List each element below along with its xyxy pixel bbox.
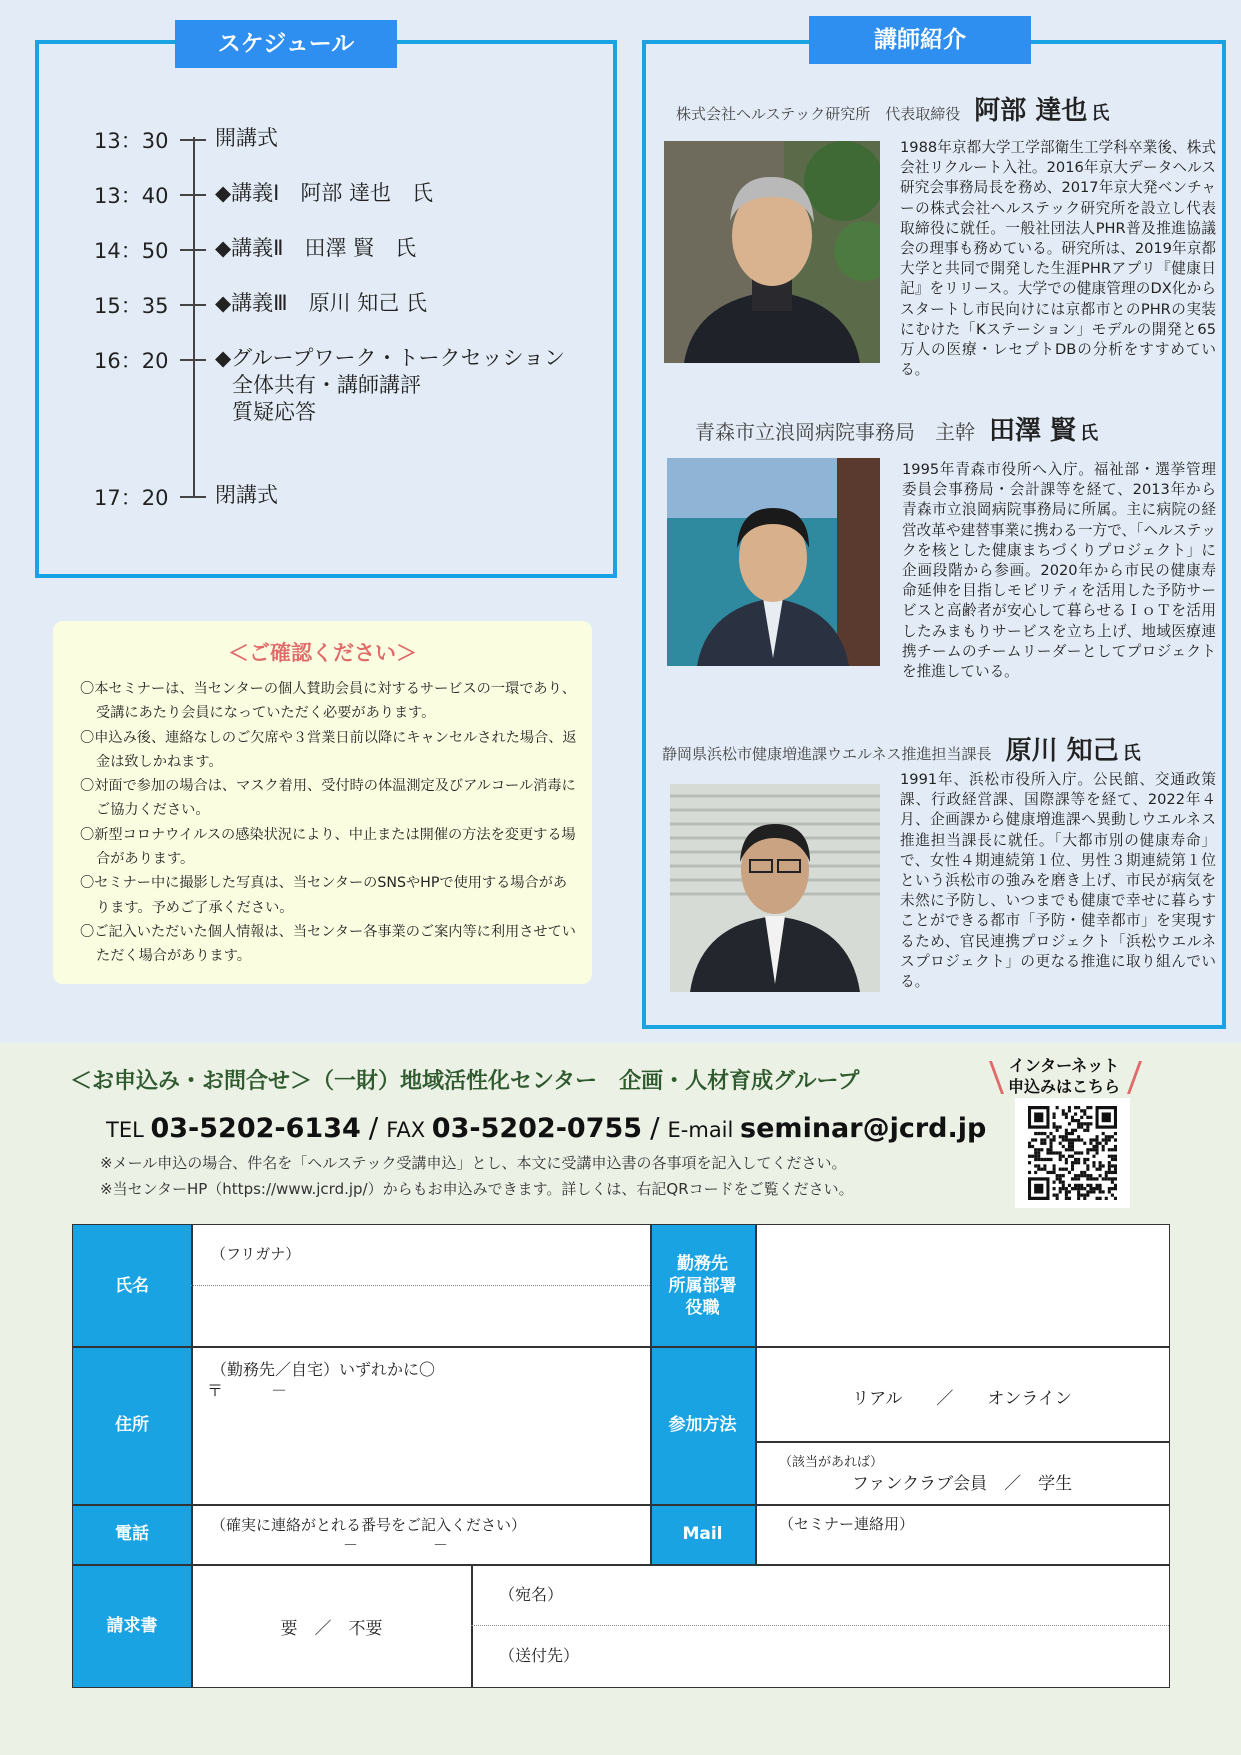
send-to-label: （送付先） (499, 1646, 580, 1665)
workplace-field[interactable] (757, 1227, 1167, 1345)
lecturer-org: 株式会社ヘルステック研究所 代表取締役 (676, 105, 961, 123)
schedule-label: ◆講義Ⅲ 原川 知己 氏 (215, 291, 427, 315)
contact-note: ※メール申込の場合、件名を「ヘルステック受講申込」とし、本文に受講申込書の各事項を記入してください。 (100, 1154, 847, 1172)
lecturer-suffix: 氏 (1091, 103, 1110, 124)
lecturer-suffix: 氏 (1122, 743, 1141, 764)
lecturer-photo (670, 784, 880, 992)
lecturer-name: 田澤 賢 (989, 416, 1077, 446)
contact-note: ※当センターHP（https://www.jcrd.jp/）からもお申込みできます。詳しくは、右記QRコードをご覧ください。 (100, 1180, 854, 1198)
phone-dashes: － － (343, 1536, 449, 1554)
work-header-line: 役職 (685, 1297, 720, 1318)
notice-item: 〇ご記入いただいた個人情報は、当センター各事業のご案内等に利用させていただく場合があります。 (80, 923, 576, 965)
internet-label (1008, 1055, 1120, 1097)
furigana-divider (191, 1285, 650, 1286)
member-option[interactable] (757, 1443, 1167, 1503)
mail-header: Mail (650, 1504, 755, 1564)
fax-number: 03-5202-0755 (431, 1113, 643, 1144)
work-header (650, 1225, 755, 1346)
schedule-time: 15：35 (94, 294, 169, 318)
timeline-tick (180, 359, 206, 361)
furigana-label: （フリガナ） (211, 1245, 301, 1263)
lecturer-bio: 1988年京都大学工学部衛生工学科卒業後、株式会社リクルート入社。2016年京大データヘルス研究会事務局長を務め、2017年京大発ベンチャーの株式会社ヘルステック研究所を設立し代表取締役に就任。一般社団法人PHR普及推進協議会の理事も務めている。研究所は、2019年京都大学と共同で開発した生涯PHRアプリ『健康日記』をリリース。大学での健康管理のDX化からスタートし市民向けには京都市とのPHRの実装にむけた「Kステーション」モデルの開発と65万人の医療・レセプトDBの分析をすすめている。 (900, 139, 1216, 379)
invoice-divider (471, 1625, 1169, 1626)
contact-line: TEL 03-5202-6134 / FAX 03-5202-0755 / E-mail seminar@jcrd.jp (106, 1111, 987, 1144)
schedule-time: 13：30 (94, 129, 169, 153)
qr-code[interactable] (1015, 1098, 1130, 1208)
addressee-label: （宛名） (499, 1585, 564, 1604)
work-header-line: 勤務先 (677, 1253, 728, 1274)
participation-option[interactable] (757, 1348, 1167, 1440)
timeline-tick (180, 496, 206, 498)
invoice-options: 要 ／ 不要 (280, 1619, 383, 1639)
name-field[interactable] (193, 1287, 649, 1345)
notice-item: 〇対面で参加の場合は、マスク着用、受付時の体温測定及びアルコール消毒にご協力ください。 (80, 778, 576, 819)
schedule-timeline (193, 137, 195, 496)
schedule-label: 開講式 (215, 126, 278, 150)
notice-item: 〇本セミナーは、当センターの個人賛助会員に対するサービスの一環であり、受講にあたり会員になっていただく必要があります。 (80, 681, 576, 722)
furigana-field[interactable] (193, 1227, 649, 1284)
lecturer-suffix: 氏 (1080, 423, 1099, 444)
lecturer-name: 原川 知己 (1005, 736, 1119, 766)
application-form (72, 1224, 1170, 1688)
mail-field[interactable] (757, 1506, 1167, 1563)
schedule-heading: スケジュール (175, 20, 397, 68)
lecturer-header (695, 410, 1098, 447)
timeline-tick (180, 139, 206, 141)
phone-header: 電話 (73, 1504, 191, 1564)
email-address[interactable]: seminar@jcrd.jp (740, 1113, 987, 1144)
lecturer-org: 静岡県浜松市健康増進課ウエルネス推進担当課長 (662, 745, 992, 763)
grid-line (650, 1225, 652, 1564)
timeline-tick (180, 304, 206, 306)
notice-item: 〇セミナー中に撮影した写真は、当センターのSNSやHPで使用する場合があります。予めご了承ください。 (80, 875, 568, 916)
address-field[interactable] (193, 1348, 649, 1503)
address-header: 住所 (73, 1346, 191, 1504)
email-label: E-mail (667, 1118, 734, 1142)
lecturer-photo (667, 458, 880, 666)
participation-options: リアル ／ オンライン (852, 1389, 1072, 1409)
lecturer-photo (664, 141, 880, 363)
schedule-label: ◆講義Ⅰ 阿部 達也 氏 (215, 181, 434, 205)
invoice-header: 請求書 (73, 1564, 191, 1687)
internet-label-line: 申込みはこちら (1008, 1077, 1121, 1096)
postal-mark: 〒 － (207, 1381, 288, 1400)
lecturers-heading: 講師紹介 (809, 16, 1031, 64)
schedule-time: 13：40 (94, 184, 169, 208)
schedule-sublabel: 全体共有・講師講評 (232, 373, 421, 397)
tel-number: 03-5202-6134 (150, 1113, 361, 1144)
lecturer-header (676, 90, 1109, 127)
applicable-hint: （該当があれば） (779, 1455, 884, 1470)
lecturer-header (662, 730, 1141, 767)
notice-box (53, 621, 592, 984)
notice-item: 〇新型コロナウイルスの感染状況により、中止または開催の方法を変更する場合があります。 (80, 826, 576, 868)
fax-label: FAX (386, 1118, 426, 1142)
schedule-time: 17：20 (94, 486, 169, 510)
timeline-tick (180, 249, 206, 251)
schedule-label: ◆講義Ⅱ 田澤 賢 氏 (215, 236, 417, 260)
lecturer-bio: 1995年青森市役所へ入庁。福祉部・選挙管理委員会事務局・会計課等を経て、2013年から青森市立浪岡病院事務局に所属。主に病院の経営改革や建替事業に携わる一方で、「ヘルステックを核とした健康まちづくりプロジェクト」に企画段階から参画。2020年から市民の健康寿命延伸を目指しモビリティを活用した予防サービスと高齢者が安心して暮らせるＩｏＴを活用したみまもりサービスを立ち上げ、地域医療連携チームのチームリーダーとしてプロジェクトを推進している。 (902, 461, 1216, 681)
name-header: 氏名 (73, 1225, 191, 1346)
phone-field[interactable] (193, 1506, 649, 1563)
work-header-line: 所属部署 (668, 1275, 737, 1296)
schedule-time: 16：20 (94, 349, 169, 373)
lecturer-name: 阿部 達也 (974, 96, 1088, 126)
schedule-time: 14：50 (94, 239, 169, 263)
addressee-field[interactable] (473, 1566, 1167, 1624)
notice-list (80, 677, 580, 969)
schedule-label: ◆グループワーク・トークセッション (215, 346, 566, 370)
contact-title: ＜お申込み・お問合せ＞（一財）地域活性化センター 企画・人材育成グループ (70, 1069, 860, 1094)
tel-label: TEL (106, 1118, 144, 1142)
qr-code-image (1028, 1106, 1117, 1200)
lecturer-bio: 1991年、浜松市役所入庁。公民館、交通政策課、行政経営課、国際課等を経て、2022年４月、企画課から健康増進課へ異動しウエルネス推進担当課長に就任。「大都市別の健康寿命」で、女性４期連続第１位、男性３期連続第１位という浜松市の強みを磨き上げ、市民が病気を未然に予防し、いつまでも健康で幸せに暮らすことができる都市「予防・健幸都市」を実現するため、官民連携プロジェクト「浜松ウエルネスプロジェクト」の更なる推進に取り組んでいる。 (900, 771, 1216, 991)
schedule-sublabel: 質疑応答 (232, 400, 316, 424)
send-to-field[interactable] (473, 1627, 1167, 1686)
member-options: ファンクラブ会員 ／ 学生 (851, 1474, 1073, 1494)
invoice-option[interactable] (193, 1566, 470, 1686)
timeline-tick (180, 194, 206, 196)
lecturer-org: 青森市立浪岡病院事務局 主幹 (695, 420, 975, 444)
address-hint: （勤務先／自宅）いずれかに〇 (211, 1360, 436, 1379)
phone-hint: （確実に連絡がとれる番号をご記入ください） (211, 1516, 527, 1534)
mail-hint: （セミナー連絡用） (779, 1515, 915, 1533)
participation-header: 参加方法 (650, 1346, 755, 1504)
notice-heading: ＜ご確認ください＞ (228, 641, 417, 665)
internet-label-line: インターネット (1008, 1056, 1120, 1075)
schedule-label: 閉講式 (215, 483, 278, 507)
notice-item: 〇申込み後、連絡なしのご欠席や３営業日前以降にキャンセルされた場合、返金は致しかねます。 (80, 729, 577, 770)
